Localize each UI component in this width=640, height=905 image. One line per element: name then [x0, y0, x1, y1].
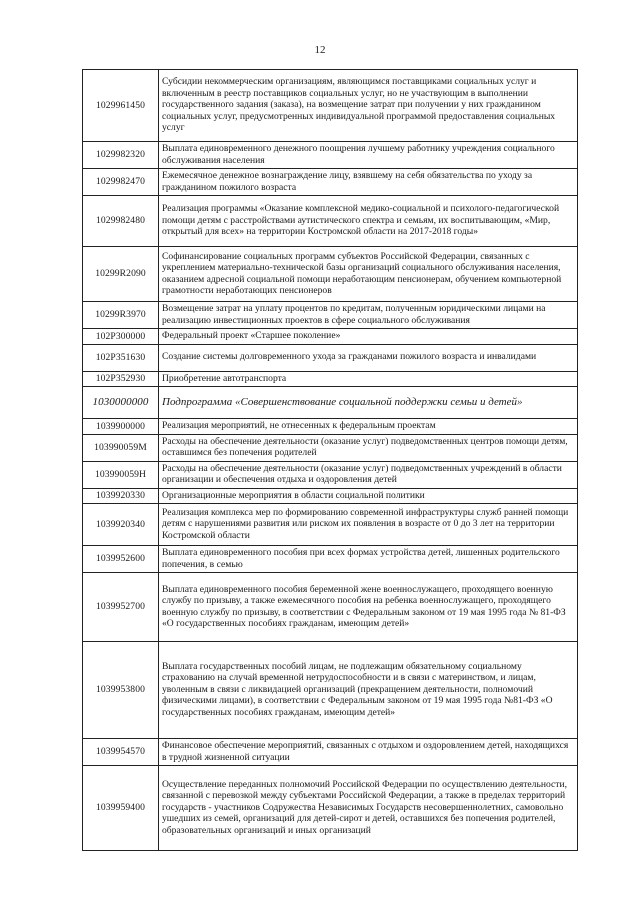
- classification-code: 102P300000: [83, 329, 159, 345]
- table-row: [83, 419, 578, 435]
- expense-description: Софинансирование социальных программ субъектов Российской Федерации, связанных с укреплением материально-технической базы организаций социального обслуживания населения, оказанием адресной социальной помощи неработающим пенсионерам, обучением компьютерной грамотности неработающих пенсионеров: [159, 247, 578, 302]
- table-row: [83, 766, 578, 851]
- expense-description: Выплата единовременного пособия беременной жене военнослужащего, проходящего военную службу по призыву, а также ежемесячного пособия на ребенка военнослужащего, проходящего военную службу по призыву, в соответствии с Федеральным законом от 19 мая 1995 года № 81-ФЗ «О государственных пособиях гражданам, имеющим детей»: [159, 573, 578, 642]
- expense-description: Реализация мероприятий, не отнесенных к федеральным проектам: [159, 419, 578, 435]
- classification-code: 1039959400: [83, 766, 159, 851]
- classification-code: 1029982470: [83, 169, 159, 196]
- expense-description: Финансовое обеспечение мероприятий, связанных с отдыхом и оздоровлением детей, находящихся в трудной жизненной ситуации: [159, 739, 578, 766]
- classification-code: 1039952700: [83, 573, 159, 642]
- table-row: [83, 302, 578, 329]
- classification-code: 1039900000: [83, 419, 159, 435]
- table-row: [83, 387, 578, 419]
- classification-code: 102P351630: [83, 344, 159, 371]
- table-row: [83, 344, 578, 371]
- expense-description: Выплата единовременного денежного поощрения лучшему работнику учреждения социального обслуживания населения: [159, 142, 578, 169]
- expense-description: Выплата единовременного пособия при всех формах устройства детей, лишенных родительского попечения, в семью: [159, 546, 578, 573]
- table-row: [83, 196, 578, 247]
- classification-code: 10299R3970: [83, 302, 159, 329]
- page-number: 12: [314, 44, 326, 56]
- expense-description: Осуществление переданных полномочий Российской Федерации по осуществлению деятельности, связанной с перевозкой между субъектами Российской Федерации, а также в пределах территорий государств - участников Содружества Независимых Государств несовершеннолетних, самовольно ушедших из семей, организаций для детей-сирот и детей, оставшихся без попечения родителей, образовательных организаций и иных организаций: [159, 766, 578, 851]
- table-row: [83, 247, 578, 302]
- classification-code: 1039952600: [83, 546, 159, 573]
- table-row: [83, 329, 578, 345]
- expense-description: Приобретение автотранспорта: [159, 371, 578, 387]
- classification-code: 102P352930: [83, 371, 159, 387]
- classification-code: 1039953800: [83, 642, 159, 739]
- table-row: [83, 504, 578, 546]
- classification-code: 1039954570: [83, 739, 159, 766]
- table-row: [83, 371, 578, 387]
- classification-code: 103990059M: [83, 434, 159, 461]
- table-row: [83, 70, 578, 142]
- classification-code: 1029982320: [83, 142, 159, 169]
- table-row: [83, 461, 578, 488]
- expense-description: Организационные мероприятия в области социальной политики: [159, 488, 578, 504]
- budget-codes-table: [82, 69, 578, 851]
- table-row: [83, 142, 578, 169]
- table-row: [83, 739, 578, 766]
- expense-description: Расходы на обеспечение деятельности (оказание услуг) подведомственных центров помощи детям, оставшимся без попечения родителей: [159, 434, 578, 461]
- table-row: [83, 488, 578, 504]
- expense-description: Выплата государственных пособий лицам, не подлежащим обязательному социальному страхованию на случай временной нетрудоспособности и в связи с материнством, и лицам, уволенным в связи с ликвидацией организаций (прекращением деятельности, полномочий физическими лицами), в соответствии с Федеральным законом от 19 мая 1995 года №81-ФЗ «О государственных пособиях гражданам, имеющим детей»: [159, 642, 578, 739]
- classification-code: 103990059H: [83, 461, 159, 488]
- table-row: [83, 434, 578, 461]
- expense-description: Реализация программы «Оказание комплексной медико-социальной и психолого-педагогической помощи детям с расстройствами аутистического спектра и семьям, их воспитывающим, «Мир, открытый для всех» на территории Костромской области на 2017-2018 годы»: [159, 196, 578, 247]
- expense-description: Подпрограмма «Совершенствование социальной поддержки семьи и детей»: [159, 387, 578, 419]
- expense-description: Расходы на обеспечение деятельности (оказание услуг) подведомственных учреждений в области организации и обеспечения отдыха и оздоровления детей: [159, 461, 578, 488]
- table-row: [83, 169, 578, 196]
- classification-code: 1039920340: [83, 504, 159, 546]
- expense-description: Федеральный проект «Старшее поколение»: [159, 329, 578, 345]
- expense-description: Реализация комплекса мер по формированию современной инфраструктуры служб ранней помощи детям с нарушениями развития или риском их появления в возрасте от 0 до 3 лет на территории Костромской области: [159, 504, 578, 546]
- table-row: [83, 642, 578, 739]
- classification-code: 1029961450: [83, 70, 159, 142]
- expense-description: Субсидии некоммерческим организациям, являющимся поставщиками социальных услуг и включенным в реестр поставщиков социальных услуг, но не участвующим в выполнении государственного задания (заказа), на возмещение затрат при получении у них гражданином социальных услуг, предусмотренных индивидуальной программой предоставления социальных услуг: [159, 70, 578, 142]
- classification-code: 1039920330: [83, 488, 159, 504]
- table-row: [83, 546, 578, 573]
- expense-description: Возмещение затрат на уплату процентов по кредитам, полученным юридическими лицами на реализацию инвестиционных проектов в сфере социального обслуживания: [159, 302, 578, 329]
- table-row: [83, 573, 578, 642]
- expense-description: Создание системы долговременного ухода за гражданами пожилого возраста и инвалидами: [159, 344, 578, 371]
- expense-description: Ежемесячное денежное вознаграждение лицу, взявшему на себя обязательства по уходу за гражданином пожилого возраста: [159, 169, 578, 196]
- classification-code: 1029982480: [83, 196, 159, 247]
- table-body: [83, 70, 578, 851]
- classification-code: 1030000000: [83, 387, 159, 419]
- classification-code: 10299R2090: [83, 247, 159, 302]
